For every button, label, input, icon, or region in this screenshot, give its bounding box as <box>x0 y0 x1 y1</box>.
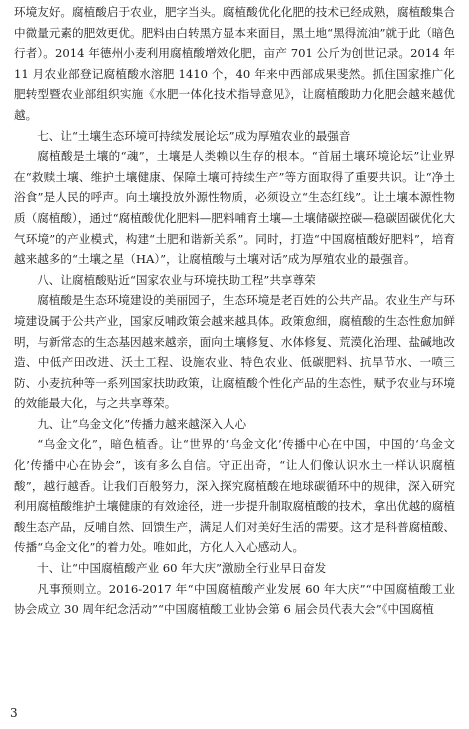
paragraph-national-support: 腐植酸是生态环境建设的美丽园子，生态环境是老百姓的公共产品。农业生产与环境建设属于公共产业，国家反哺政策会越来越具体。政策愈细，腐植酸的生态性愈加鲜明，与新常态的生态基因越来越亲，面向土壤修复、水体修复、荒漠化治理、盐碱地改造、中低产田改进、沃土工程、设施农业、特色农业、低碳肥料、抗旱节水、一喷三防、小麦抗种等一系列国家扶助政策，让腐植酸个性化产品的生态性，赋予农业与环境的效能最大化，与之共享尊荣。 <box>14 293 455 411</box>
section-heading-7: 七、让“土壤生态环境可持续发展论坛”成为厚殖农业的最强音 <box>37 128 351 143</box>
section-heading-9: 九、让“乌金文化”传播力越来越深入人心 <box>37 416 247 431</box>
paragraph-anniversary: 凡事预则立。2016-2017 年“中国腐植酸产业发展 60 年大庆”“中国腐植酸工业协会成立 30 周年纪念活动”“中国腐植酸工业协会第 6 届会员代表大会”《中国腐植 <box>14 581 455 617</box>
paragraph-wujin-culture: “乌金文化”，暗色植香。让“世界的‘乌金文化’传播中心在中国，中国的‘乌金文化’传播中心在协会”，该有多么自信。守正出奇，“让人们像认识水土一样认识腐植酸”，越行越香。让我们百般努力，深入探究腐植酸在地球碳循环中的规律，深入研究利用腐植酸维护土壤健康的有效途径，进一步提升制取腐植酸的技术，拿出优越的腐植酸生态产品，反哺自然、回馈生产，满足人们对美好生活的需要。这才是科普腐植酸、传播“乌金文化”的着力处。唯如此，方化人入心感动人。 <box>14 437 455 555</box>
section-heading-8: 八、让腐植酸贴近“国家农业与环境扶助工程”共享尊荣 <box>37 272 316 287</box>
paragraph-soil-forum: 腐植酸是土壤的“魂”，土壤是人类赖以生存的根本。“首届土壤环境论坛”让业界在“救赎土壤、维护土壤健康、保障土壤可持续生产”等方面取得了重要共识。让“净土浴食”是人民的呼声。向土壤投放外源性物质，必须设立“生态红线”。让土壤本源性物质（腐植酸），通过“腐植酸优化肥料—肥料哺育土壤—土壤储碳控碳—稳碳固碳优化大气环境”的产业模式，构建“土肥和谐新关系”。同时，打造“中国腐植酸好肥料”，培育越来越多的“土壤之星（HA）”，让腐植酸与土壤对话”成为厚殖农业的最强音。 <box>14 149 455 267</box>
paragraph-fertilizer-benefits: 环境友好。腐植酸启于农业，肥字当头。腐植酸优化化肥的技术已经成熟，腐植酸集合中微量元素的肥效更优。肥料由白转黑方显本来面目，黑土地“黑得流油”就于此（暗色行者）。2014 年德州小麦利用腐植酸增效化肥，亩产 701 公斤为创世记录。2014 年 11 月农业部登记腐植酸水溶肥 1410 个，40 年来中西部成果斐然。抓住国家推广化肥转型暨农业部组织实施《水肥一体化技术指导意见》，让腐植酸助力化肥会越来越优越。 <box>14 5 455 122</box>
section-heading-10: 十、让“中国腐植酸产业 60 年大庆”激励全行业早日奋发 <box>37 561 327 576</box>
page-number: 3 <box>10 706 18 720</box>
